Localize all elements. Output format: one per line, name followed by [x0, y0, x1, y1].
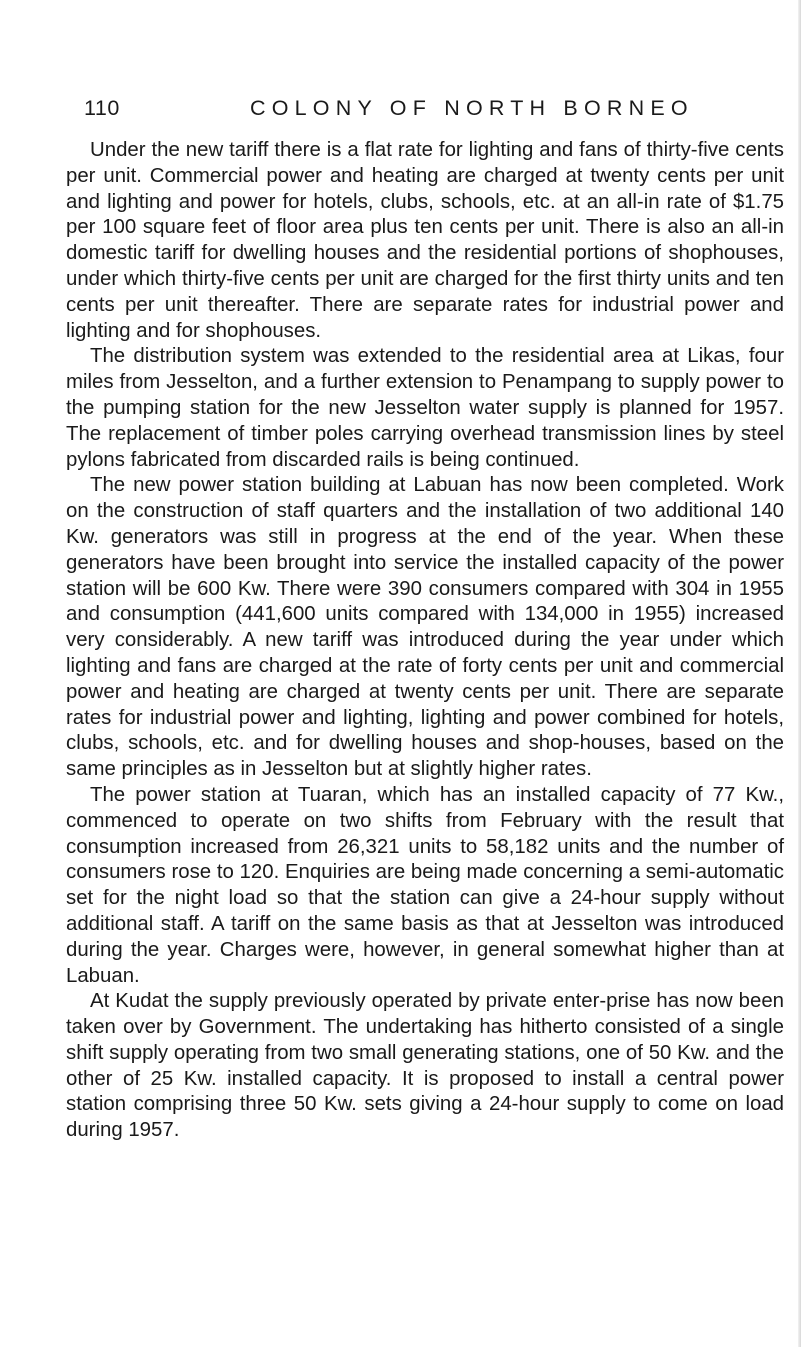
page-header — [84, 92, 764, 124]
paragraph-tuaran-station: The power station at Tuaran, which has an installed capacity of 77 Kw., commenced to operate on two shifts from February with the result that consumption increased from 26,321 units to 58,182 units and the number of consumers rose to 120. Enquiries are being made concerning a semi-automatic set for the night load so that the station can give a 24-hour supply without additional staff. A tariff on the same basis as that at Jesselton was introduced during the year. Charges were, however, in general somewhat higher than at Labuan. — [66, 783, 784, 987]
paragraph-tariff-jesselton: Under the new tariff there is a flat rate for lighting and fans of thirty-five cents per unit. Commercial power and heating are charged at twenty cents per unit and lighting and power for hotels, clubs, schools, etc. at an all-in rate of $1.75 per 100 square feet of floor area plus ten cents per unit. There is also an all-in domestic tariff for dwelling houses and the residential portions of shophouses, under which thirty-five cents per unit are charged for the first thirty units and ten cents per unit thereafter. There are separate rates for industrial power and lighting and for shophouses. — [66, 139, 784, 342]
running-title: COLONY OF NORTH BORNEO — [250, 96, 694, 120]
paragraph-kudat-supply: At Kudat the supply previously operated by private enter-prise has now been taken over by Government. The undertaking has hitherto consisted of a single shift supply operating from two small generating stations, one of 50 Kw. and the other of 25 Kw. installed capacity. It is proposed to install a central power station comprising three 50 Kw. sets giving a 24-hour supply to come on load during 1957. — [66, 990, 784, 1142]
page-number: 110 — [84, 96, 120, 120]
paragraph-distribution-system: The distribution system was extended to the residential area at Likas, four miles from Jesselton, and a further extension to Penampang to supply power to the pumping station for the new Jesselton water supply is planned for 1957. The replacement of timber poles carrying overhead transmission lines by steel pylons fabricated from discarded rails is being continued. — [66, 345, 784, 471]
body-text — [66, 138, 784, 1144]
paragraph-labuan-station: The new power station building at Labuan has now been completed. Work on the construction of staff quarters and the installation of two additional 140 Kw. generators was still in progress at the end of the year. When these generators have been brought into service the installed capacity of the power station will be 600 Kw. There were 390 consumers compared with 304 in 1955 and consumption (441,600 units compared with 134,000 in 1955) increased very considerably. A new tariff was introduced during the year under which lighting and fans are charged at the rate of forty cents per unit and commercial power and heating are charged at twenty cents per unit. There are separate rates for industrial power and lighting, lighting and power combined for hotels, clubs, schools, etc. and for dwelling houses and shop-houses, based on the same principles as in Jesselton but at slightly higher rates. — [66, 474, 784, 781]
